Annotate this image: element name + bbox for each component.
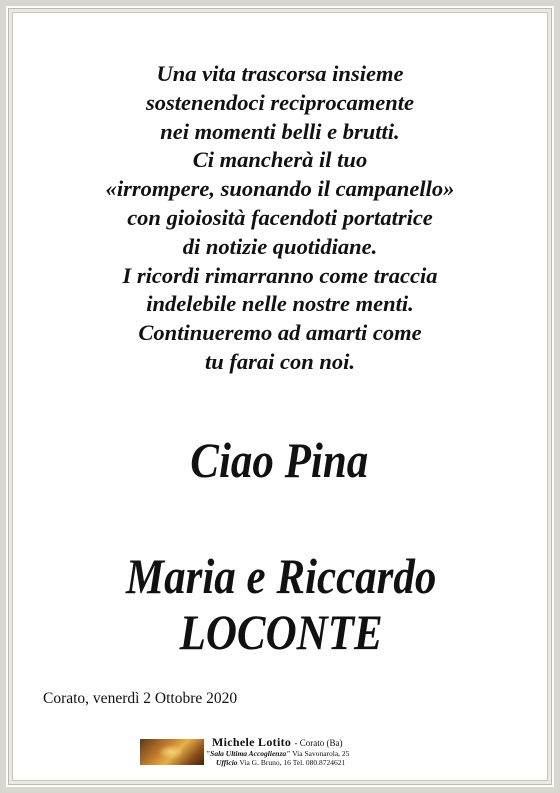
poem-line: sostenendoci reciprocamente bbox=[145, 89, 415, 115]
poem-line: I ricordi rimarranno come traccia bbox=[122, 262, 438, 288]
poem-line: tu farai con noi. bbox=[204, 348, 356, 374]
office-phone: Tel. 080.8724621 bbox=[292, 758, 346, 767]
signatories-surname: LOCONTE bbox=[179, 604, 383, 660]
hall-label: "Sala Ultima Accoglienza" bbox=[206, 749, 291, 758]
signatories bbox=[40, 548, 522, 660]
poem-line: Continueremo ad amarti come bbox=[138, 320, 422, 346]
signatories-first-names: Maria e Riccardo bbox=[125, 548, 437, 604]
hall-address-line bbox=[206, 749, 349, 758]
farewell-heading: Ciao Pina bbox=[190, 432, 369, 488]
poem-line: indelebile nelle nostre menti. bbox=[146, 291, 414, 317]
poem-line: nei momenti belli e brutti. bbox=[160, 118, 400, 144]
poem-line: con gioiosità facendoti portatrice bbox=[127, 204, 433, 230]
funeral-home-footer bbox=[140, 735, 440, 767]
dateline: Corato, venerdì 2 Ottobre 2020 bbox=[43, 690, 238, 707]
company-name: Michele Lotito bbox=[212, 735, 292, 749]
poem-line: Ci mancherà il tuo bbox=[192, 147, 368, 173]
funeral-home-name bbox=[212, 735, 342, 750]
company-city: - Corato (Ba) bbox=[294, 738, 343, 748]
office-address: Via G. Bruno, 16 bbox=[239, 758, 291, 767]
office-address-line bbox=[216, 758, 345, 767]
poem-line: di notizie quotidiane. bbox=[182, 233, 378, 259]
poem-line: «irrompere, suonando il campanello» bbox=[105, 176, 455, 202]
poem-line: Una vita trascorsa insieme bbox=[156, 61, 404, 86]
poem-text bbox=[0, 60, 560, 377]
funeral-home-photo bbox=[140, 739, 204, 765]
office-label: Ufficio bbox=[216, 758, 238, 767]
hall-address: Via Savonarola, 25 bbox=[292, 749, 350, 758]
